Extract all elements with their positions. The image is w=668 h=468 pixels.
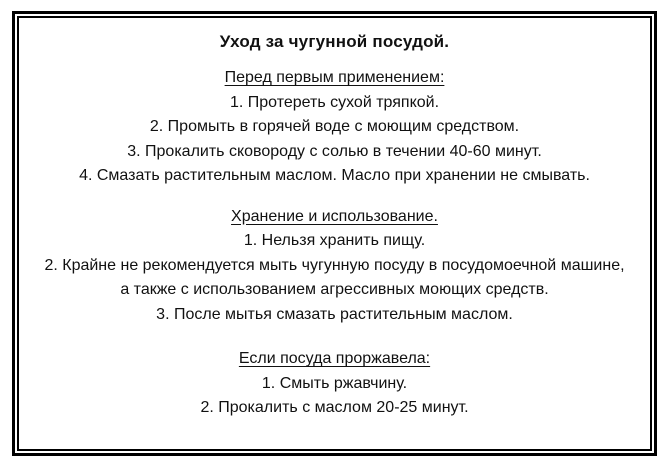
document-border-frame — [12, 11, 657, 456]
list-item: 2. Прокалить с маслом 20-25 минут. — [200, 399, 469, 416]
document-title: Уход за чугунной посудой. — [219, 32, 450, 51]
section-storage-and-use — [19, 205, 650, 328]
list-item: 3. Прокалить сковороду с солью в течении 40-60 минут. — [127, 142, 542, 160]
section-heading: Если посуда проржавела: — [238, 350, 431, 367]
list-item: 3. После мытья смазать растительным маслом. — [156, 305, 513, 323]
section-heading: Хранение и использование. — [231, 207, 438, 225]
section-heading: Перед первым применением: — [224, 69, 445, 86]
section-before-first-use — [19, 66, 650, 189]
list-item: 1. Смыть ржавчину. — [261, 374, 408, 392]
list-item: 4. Смазать растительным маслом. Масло при хранении не смывать. — [79, 167, 590, 184]
document-content-area — [17, 16, 652, 451]
list-item: 1. Нельзя хранить пищу. — [243, 232, 426, 249]
list-item: 1. Протереть сухой тряпкой. — [229, 93, 440, 111]
list-item: 2. Крайне не рекомендуется мыть чугунную посуду в посудомоечной машине, а также с использованием агрессивных моющих средств. — [44, 256, 625, 298]
section-if-rusted — [19, 347, 650, 421]
list-item: 2. Промыть в горячей воде с моющим средством. — [149, 118, 520, 135]
